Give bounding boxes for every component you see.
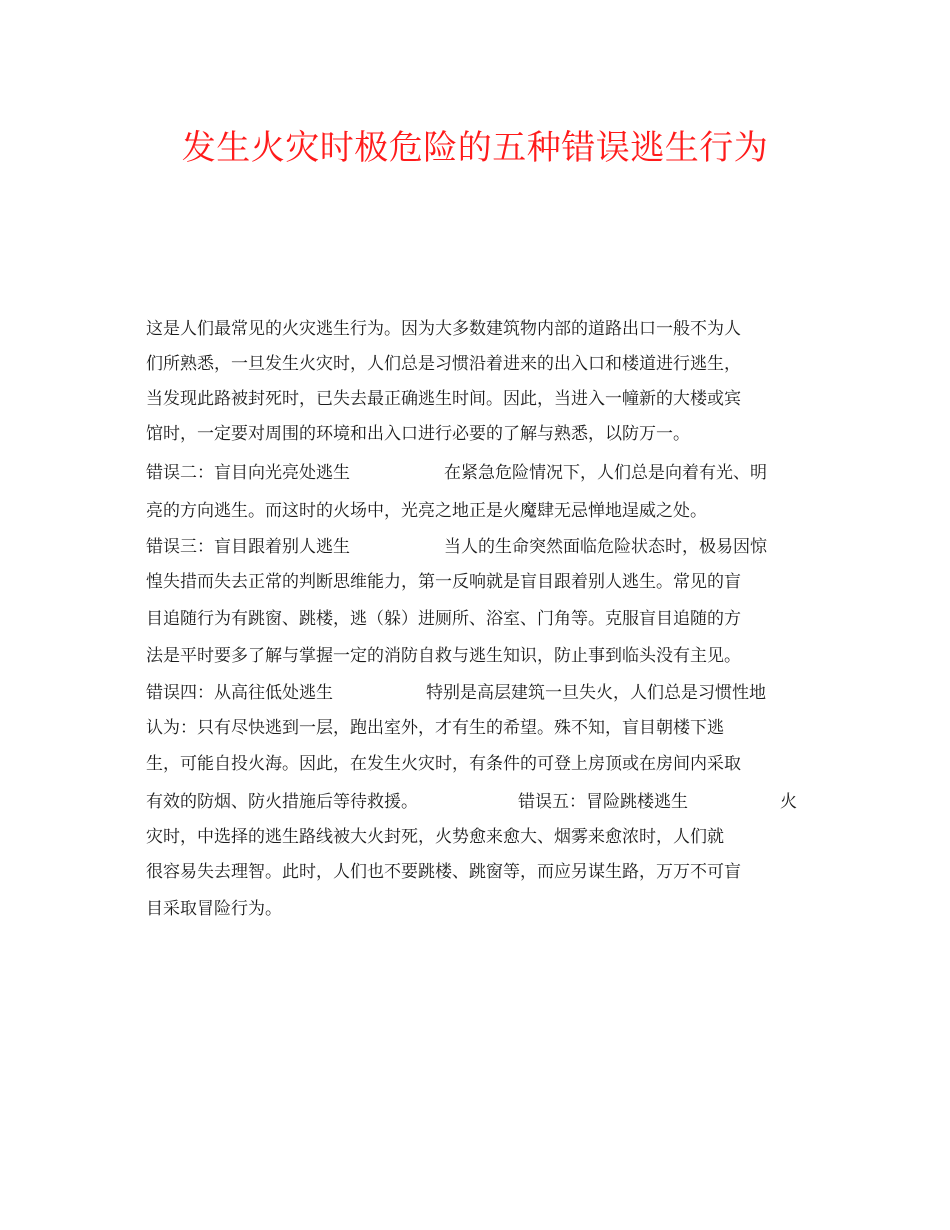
body-line: 认为：只有尽快逃到一层，跑出室外，才有生的希望。殊不知，盲目朝楼下逃 [146,718,724,738]
body-line: 当发现此路被封死时，已失去最正确逃生时间。因此，当进入一幢新的大楼或宾 [146,389,741,409]
body-segment: 有效的防烟、防火措施后等待救援。 [146,792,418,812]
body-line: 惶失措而失去正常的判断思维能力，第一反响就是盲目跟着别人逃生。常见的盲 [146,572,741,592]
body-line: 灾时，中选择的逃生路线被大火封死，火势愈来愈大、烟雾来愈浓时，人们就 [146,827,724,847]
body-segment: 特别是高层建筑一旦失火，人们总是习惯性地 [426,683,766,703]
section-heading-error-four: 错误四：从高往低处逃生 [146,683,333,703]
body-line: 们所熟悉，一旦发生火灾时，人们总是习惯沿着进来的出入口和楼道进行逃生， [146,354,741,374]
body-line [146,790,797,814]
body-line: 这是人们最常见的火灾逃生行为。因为大多数建筑物内部的道路出口一般不为人 [146,319,741,339]
body-line: 馆时，一定要对周围的环境和出入口进行必要的了解与熟悉，以防万一。 [146,424,690,444]
document-title: 发生火灾时极危险的五种错误逃生行为 [181,128,769,168]
body-line: 很容易失去理智。此时，人们也不要跳楼、跳窗等，而应另谋生路，万万不可盲 [146,862,741,882]
body-segment: 在紧急危险情况下，人们总是向着有光、明 [444,463,767,483]
body-line [146,681,766,705]
body-line: 法是平时要多了解与掌握一定的消防自救与逃生知识，防止事到临头没有主见。 [146,646,741,666]
body-segment: 火 [780,792,797,812]
body-line [146,535,767,559]
body-line [146,461,767,485]
body-line: 亮的方向逃生。而这时的火场中，光亮之地正是火魔肆无忌惮地逞威之处。 [146,501,707,521]
body-line: 生，可能自投火海。因此，在发生火灾时，有条件的可登上房顶或在房间内采取 [146,754,741,774]
body-line: 目采取冒险行为。 [146,899,282,919]
body-line: 目追随行为有跳窗、跳楼，逃（躲）进厕所、浴室、门角等。克服盲目追随的方 [146,609,741,629]
section-heading-error-five: 错误五：冒险跳楼逃生 [518,792,688,812]
body-segment: 当人的生命突然面临危险状态时，极易因惊 [444,537,767,557]
section-heading-error-three: 错误三：盲目跟着别人逃生 [146,537,350,557]
section-heading-error-two: 错误二：盲目向光亮处逃生 [146,463,350,483]
